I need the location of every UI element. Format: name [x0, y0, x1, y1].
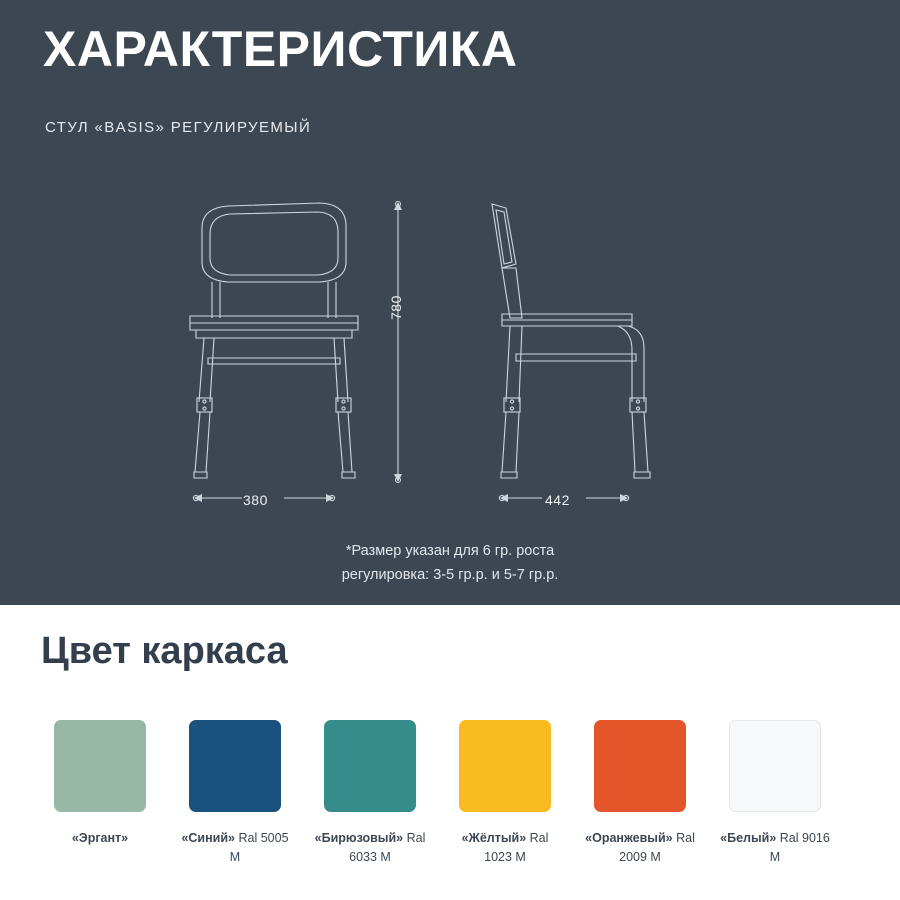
- color-swatch-orange[interactable]: [584, 720, 696, 867]
- frame-color-section: [0, 605, 900, 900]
- color-code: Ral 9016 М: [769, 831, 830, 864]
- color-name: «Белый»: [720, 831, 777, 845]
- color-swatch-ergant[interactable]: [44, 720, 156, 867]
- color-caption: [719, 829, 831, 867]
- color-caption: [584, 829, 696, 867]
- chair-technical-drawing: [150, 190, 770, 520]
- color-chip[interactable]: [729, 720, 821, 812]
- product-subtitle: СТУЛ «BASIS» РЕГУЛИРУЕМЫЙ: [45, 119, 312, 136]
- color-code: Ral 2009 М: [619, 831, 695, 864]
- frame-color-title: Цвет каркаса: [41, 630, 288, 672]
- color-name: «Эргант»: [71, 831, 129, 845]
- color-swatch-blue[interactable]: [179, 720, 291, 867]
- dimension-lines: [193, 202, 628, 503]
- color-caption: [314, 829, 426, 867]
- color-code: Ral 1023 М: [484, 831, 549, 864]
- color-chip[interactable]: [189, 720, 281, 812]
- color-caption: [449, 829, 561, 867]
- color-code: Ral 6033 М: [349, 831, 426, 864]
- color-caption: [179, 829, 291, 867]
- color-code: Ral 5005 М: [229, 831, 289, 864]
- size-note-line-2: регулировка: 3-5 гр.р. и 5-7 гр.р.: [341, 566, 559, 583]
- color-chip[interactable]: [594, 720, 686, 812]
- color-swatch-turquoise[interactable]: [314, 720, 426, 867]
- color-chip[interactable]: [459, 720, 551, 812]
- side-view-drawing: [492, 204, 650, 478]
- size-note-line-1: *Размер указан для 6 гр. роста: [345, 543, 555, 559]
- color-name: «Бирюзовый»: [314, 831, 404, 845]
- dimension-label-depth: 442: [545, 492, 570, 508]
- color-chip[interactable]: [324, 720, 416, 812]
- dimension-label-height: 780: [388, 295, 404, 320]
- color-name: «Оранжевый»: [585, 831, 673, 845]
- color-swatch-white[interactable]: [719, 720, 831, 867]
- color-swatch-yellow[interactable]: [449, 720, 561, 867]
- dimension-label-width: 380: [243, 492, 268, 508]
- page-title: ХАРАКТЕРИСТИКА: [43, 21, 518, 77]
- color-name: «Жёлтый»: [461, 831, 527, 845]
- color-swatch-list: [44, 720, 856, 867]
- color-name: «Синий»: [181, 831, 235, 845]
- color-caption: [44, 829, 156, 848]
- size-note: [0, 540, 900, 588]
- color-chip[interactable]: [54, 720, 146, 812]
- front-view-drawing: [190, 203, 358, 478]
